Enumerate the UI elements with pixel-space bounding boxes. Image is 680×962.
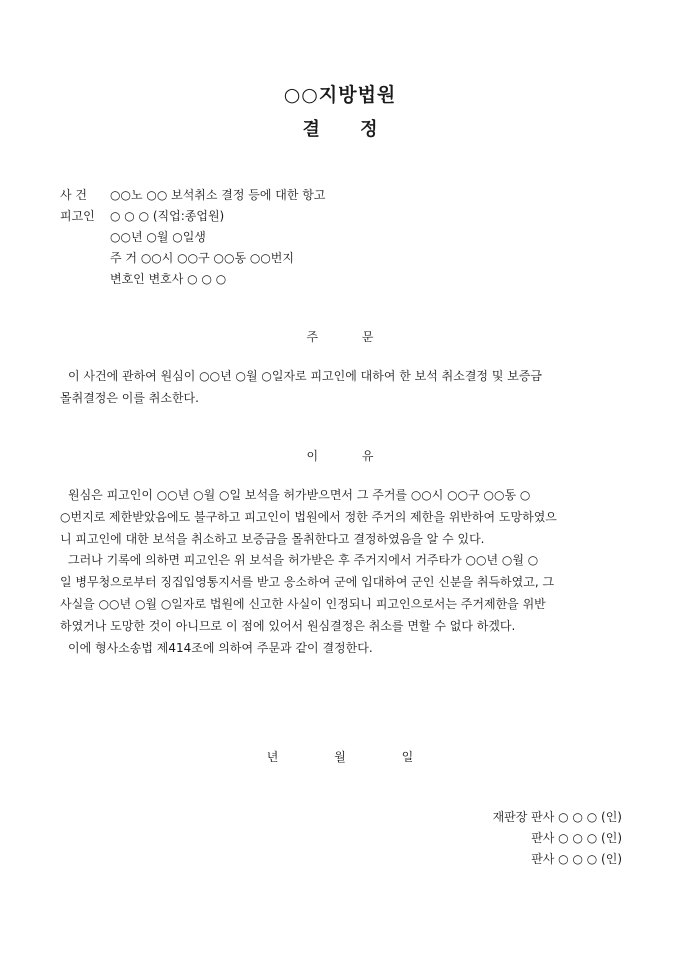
- defense-counsel: 변호인 변호사 ○ ○ ○: [110, 272, 227, 286]
- reasons-body: [60, 485, 632, 659]
- document-title: 결 정: [302, 119, 378, 140]
- reasons-title: 이 유: [306, 449, 374, 463]
- presiding-judge-signature: 재판장 판사 ○ ○ ○ (인): [492, 810, 622, 824]
- reasons-line: 사실을 ○○년 ○월 ○일자로 법원에 신고한 사실이 인정되니 피고인으로서는 주거제한을 위반: [60, 596, 546, 611]
- order-line: 이 사건에 관하여 원심이 ○○년 ○월 ○일자로 피고인에 대하여 한 보석 취소결정 및 보증금: [68, 369, 543, 383]
- court-name: ○○지방법원: [283, 84, 397, 106]
- decision-date: 년 월 일: [266, 750, 414, 764]
- reasons-line: 니 피고인에 대한 보석을 취소하고 보증금을 몰취한다고 결정하였음을 알 수 있다.: [60, 531, 485, 546]
- judge-signature: 판사 ○ ○ ○ (인): [531, 831, 622, 845]
- defendant-birth: ○○년 ○월 ○일생: [110, 230, 206, 244]
- judge-signature: 판사 ○ ○ ○ (인): [531, 852, 622, 866]
- reasons-line: 이에 형사소송법 제414조에 의하여 주문과 같이 결정한다.: [68, 640, 373, 655]
- defendant-value: ○ ○ ○ (직업:종업원): [110, 209, 225, 223]
- case-label: 사 건: [60, 188, 87, 202]
- reasons-line: ○번지로 제한받았음에도 불구하고 피고인이 법원에서 정한 주거의 제한을 위반하여 도망하였으: [60, 509, 557, 524]
- order-line: 몰취결정은 이를 취소한다.: [60, 390, 199, 405]
- defendant-address: 주 거 ○○시 ○○구 ○○동 ○○번지: [110, 251, 294, 265]
- case-value: ○○노 ○○ 보석취소 결정 등에 대한 항고: [110, 188, 326, 202]
- defendant-label: 피고인: [60, 209, 95, 223]
- reasons-line: 원심은 피고인이 ○○년 ○월 ○일 보석을 허가받으면서 그 주거를 ○○시 ○○구 ○○동 ○: [68, 488, 531, 502]
- reasons-line: 일 병무청으로부터 징집입영통지서를 받고 응소하여 군에 입대하여 군인 신분을 취득하였고, 그: [60, 575, 555, 590]
- order-body: [60, 366, 632, 410]
- order-title: 주 문: [306, 330, 374, 344]
- reasons-line: 하였거나 도망한 것이 아니므로 이 점에 있어서 원심결정은 취소를 면할 수 없다 하겠다.: [60, 618, 516, 633]
- reasons-line: 그러나 기록에 의하면 피고인은 위 보석을 허가받은 후 주거지에서 거주타가 ○○년 ○월 ○: [68, 553, 539, 568]
